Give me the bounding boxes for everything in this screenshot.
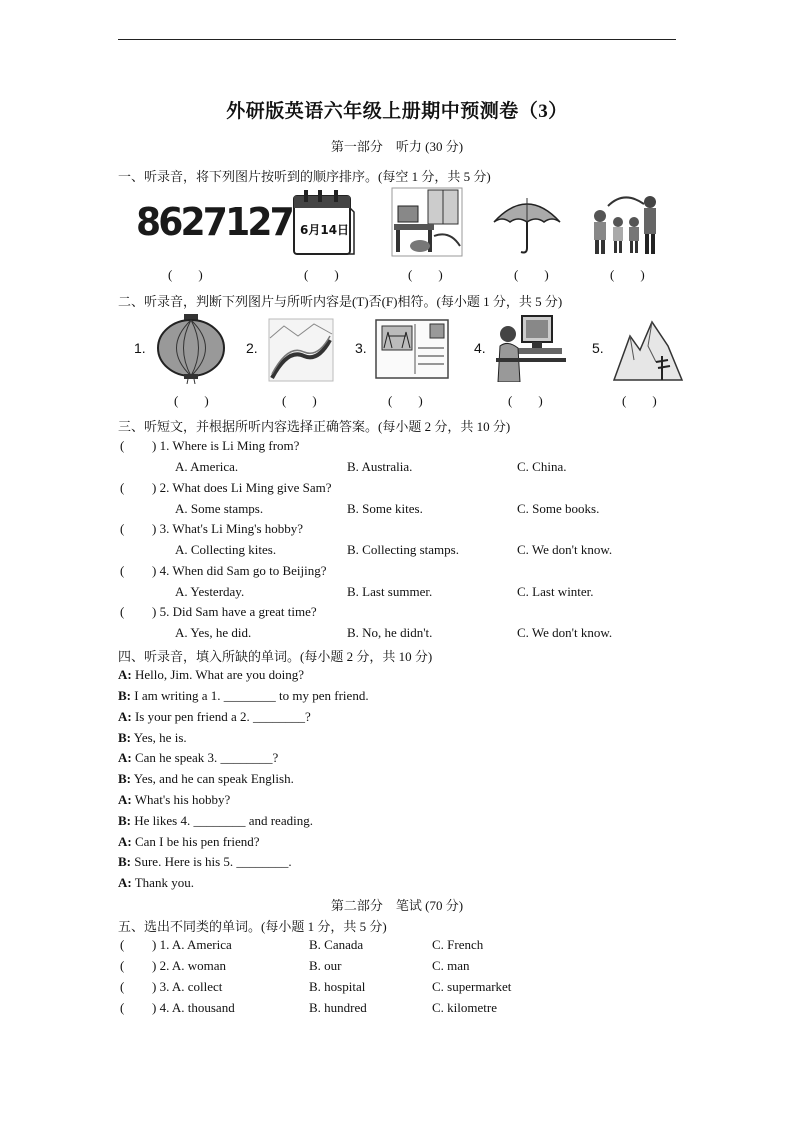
option-c: C. man (432, 958, 470, 973)
option-b: B. Some kites. (347, 501, 423, 516)
option-a: A. Some stamps. (175, 501, 264, 516)
picture-number-4: 4. (474, 340, 486, 356)
question-text: ) 3. A. collect (152, 979, 223, 994)
answer-paren[interactable]: ( (120, 979, 125, 994)
option-c: C. French (432, 937, 484, 952)
picture-number-2: 2. (246, 340, 258, 356)
lantern-picture (154, 312, 228, 384)
page-title: 外研版英语六年级上册期中预测卷（3） (226, 101, 568, 122)
option-c: C. We don't know. (517, 625, 613, 640)
section-3-heading: 三、听短文，并根据所听内容选择正确答案。(每小题 2 分，共 10 分) (118, 419, 511, 434)
dialogue-line (118, 813, 313, 829)
calendar-date-text: 6月14日 (300, 223, 350, 237)
speaker: B: (118, 813, 131, 828)
answer-paren[interactable]: ( (120, 937, 125, 952)
answer-blank-2[interactable]: ( ) (304, 267, 339, 282)
option-b: B. Canada (309, 937, 364, 952)
option-c: C. Last winter. (517, 584, 594, 599)
line-text[interactable]: He likes 4. ________ and reading. (131, 813, 313, 828)
speaker: A: (118, 875, 132, 890)
answer-paren[interactable]: ( (120, 438, 125, 453)
option-c: C. We don't know. (517, 542, 613, 557)
answer-blank-5[interactable]: ( ) (610, 267, 645, 282)
great-wall-picture (268, 318, 334, 382)
option-b: B. Collecting stamps. (347, 542, 459, 557)
question-text: ) 4. When did Sam go to Beijing? (152, 563, 327, 578)
question-text: ) 4. A. thousand (152, 1000, 235, 1015)
speaker: B: (118, 688, 131, 703)
section-4-heading: 四、听录音，填入所缺的单词。(每小题 2 分，共 10 分) (118, 649, 433, 664)
option-b: B. No, he didn't. (347, 625, 433, 640)
option-b: B. hundred (309, 1000, 367, 1015)
line-text: Yes, and he can speak English. (131, 771, 294, 786)
line-text: Hello, Jim. What are you doing? (131, 667, 305, 682)
umbrella-picture (490, 192, 564, 256)
speaker: A: (118, 792, 132, 807)
speaker: B: (118, 771, 131, 786)
answer-blank-4[interactable]: ( ) (514, 267, 549, 282)
answer-paren[interactable]: ( (120, 958, 125, 973)
line-text: Can I be his pen friend? (131, 834, 260, 849)
picture-number-1: 1. (134, 340, 146, 356)
dialogue-line (118, 667, 304, 683)
question-text: ) 2. A. woman (152, 958, 227, 973)
part-one-heading: 第一部分 听力 (30 分) (330, 139, 464, 154)
answer-blank-1[interactable]: ( ) (168, 267, 203, 282)
tf-blank-4[interactable]: ( ) (508, 393, 543, 408)
question-text: ) 5. Did Sam have a great time? (152, 604, 317, 619)
header-rule (118, 39, 676, 40)
speaker: B: (118, 854, 131, 869)
option-b: B. hospital (309, 979, 366, 994)
answer-paren[interactable]: ( (120, 563, 125, 578)
tf-blank-2[interactable]: ( ) (282, 393, 317, 408)
line-text[interactable]: Is your pen friend a 2. ________? (131, 709, 311, 724)
option-a: A. Collecting kites. (175, 542, 277, 557)
dialogue-line (118, 834, 260, 850)
option-c: C. Some books. (517, 501, 600, 516)
option-a: A. America. (175, 459, 239, 474)
dialogue-line (118, 688, 369, 704)
speaker: A: (118, 709, 132, 724)
option-b: B. our (309, 958, 342, 973)
section-5-heading: 五、选出不同类的单词。(每小题 1 分，共 5 分) (118, 919, 387, 934)
speaker: A: (118, 834, 132, 849)
option-a: A. Yesterday. (175, 584, 245, 599)
option-c: C. supermarket (432, 979, 512, 994)
answer-paren[interactable]: ( (120, 604, 125, 619)
section-2-heading: 二、听录音，判断下列图片与所听内容是(T)否(F)相符。(每小题 1 分，共 5 分) (118, 294, 563, 309)
line-text[interactable]: Sure. Here is his 5. ________. (131, 854, 292, 869)
answer-paren[interactable]: ( (120, 480, 125, 495)
answer-paren[interactable]: ( (120, 521, 125, 536)
tf-blank-3[interactable]: ( ) (388, 393, 423, 408)
tf-blank-1[interactable]: ( ) (174, 393, 209, 408)
family-picture (588, 186, 660, 258)
line-text: What's his hobby? (131, 792, 231, 807)
speaker: A: (118, 667, 132, 682)
option-c: C. kilometre (432, 1000, 497, 1015)
tf-blank-5[interactable]: ( ) (622, 393, 657, 408)
option-b: B. Last summer. (347, 584, 433, 599)
dialogue-line (118, 750, 278, 766)
dialogue-line (118, 730, 187, 746)
question-text: ) 2. What does Li Ming give Sam? (152, 480, 332, 495)
option-b: B. Australia. (347, 459, 413, 474)
answer-paren[interactable]: ( (120, 1000, 125, 1015)
option-c: C. China. (517, 459, 567, 474)
computer-user-picture (494, 312, 568, 382)
section-1-heading: 一、听录音，将下列图片按听到的顺序排序。(每空 1 分，共 5 分) (118, 169, 491, 184)
line-text: Thank you. (131, 875, 194, 890)
question-text: ) 1. A. America (152, 937, 232, 952)
speaker: A: (118, 750, 132, 765)
dialogue-line (118, 709, 311, 725)
question-text: ) 1. Where is Li Ming from? (152, 438, 300, 453)
picture-number-3: 3. (355, 340, 367, 356)
speaker: B: (118, 730, 131, 745)
answer-blank-3[interactable]: ( ) (408, 267, 443, 282)
option-a: A. Yes, he did. (175, 625, 252, 640)
dialogue-line (118, 792, 230, 808)
phone-number-text: 8627127 (136, 200, 292, 244)
line-text: Yes, he is. (131, 730, 187, 745)
dialogue-line (118, 771, 294, 787)
postcard-picture (374, 318, 450, 380)
dialogue-line (118, 875, 194, 891)
line-text[interactable]: Can he speak 3. ________? (131, 750, 279, 765)
line-text[interactable]: I am writing a 1. ________ to my pen friend. (131, 688, 369, 703)
dialogue-line (118, 854, 292, 870)
part-two-heading: 第二部分 笔试 (70 分) (330, 898, 464, 913)
picture-number-5: 5. (592, 340, 604, 356)
study-room-picture (390, 186, 464, 258)
question-text: ) 3. What's Li Ming's hobby? (152, 521, 304, 536)
mountain-picture (612, 316, 684, 382)
phone-number-picture (136, 200, 292, 246)
